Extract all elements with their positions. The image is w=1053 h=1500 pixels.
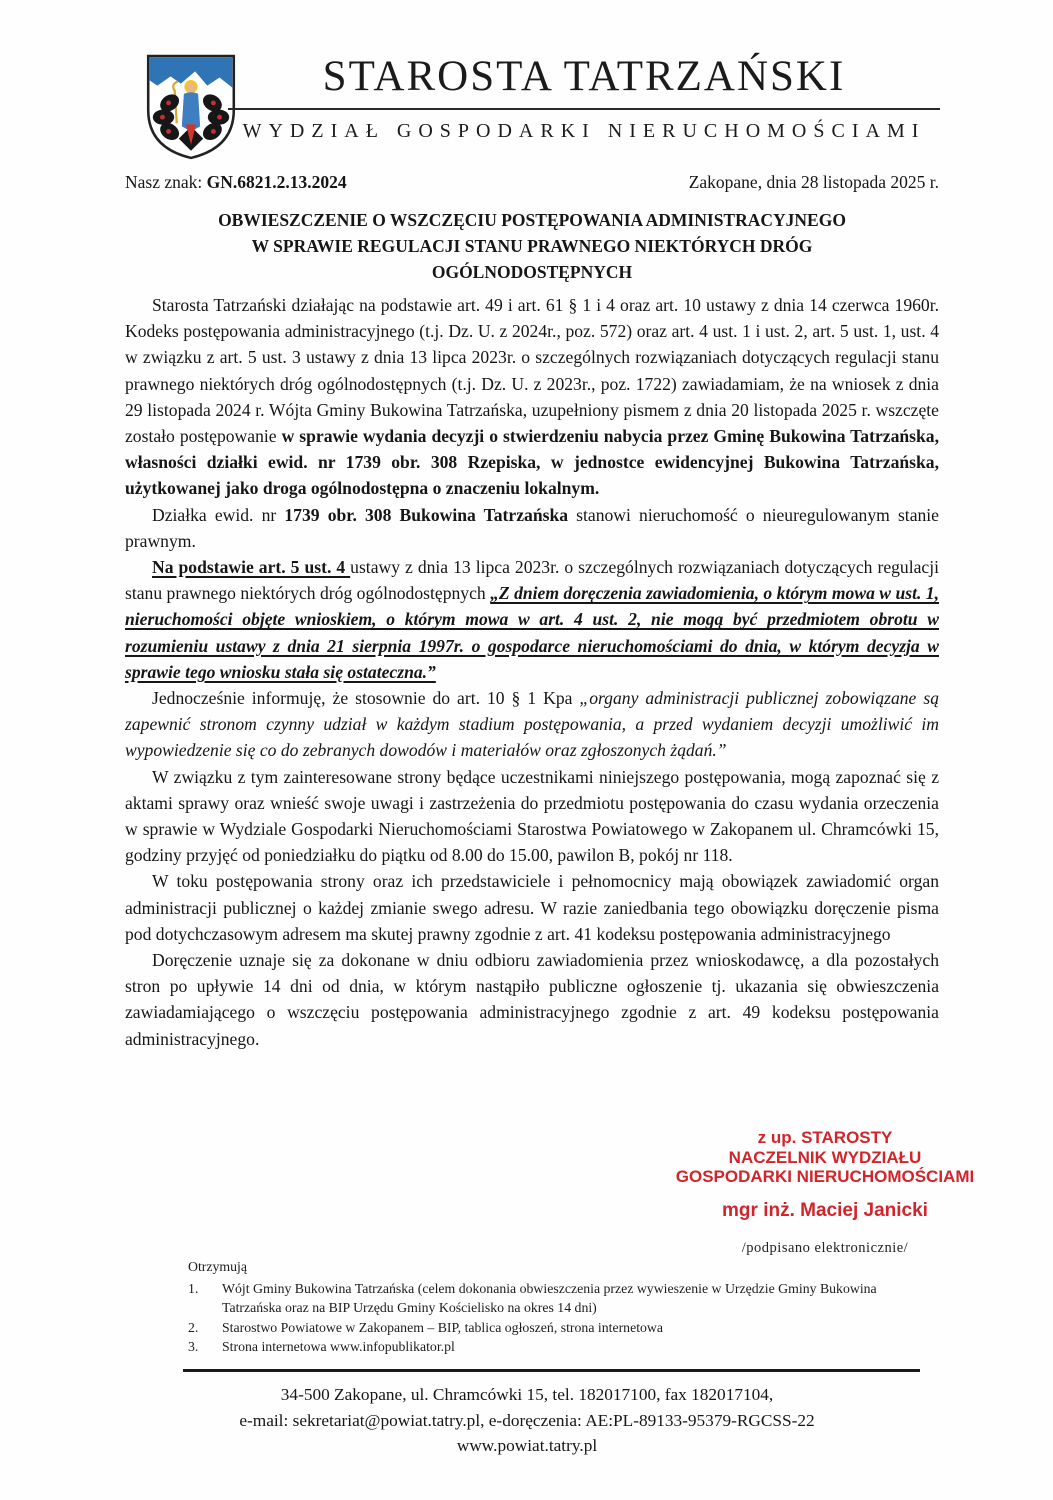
recipient-number: 2. [188,1319,199,1335]
footer-website-line: www.powiat.tatry.pl [456,1436,598,1455]
paragraph-3-regular: ustawy z dnia 13 lipca 2023r. o szczególnych rozwiązaniach dotyczących regulacji stanu prawnego niektórych dróg ogólnodostępnych [125,557,940,604]
header-divider [228,108,940,110]
recipient-number: 3. [188,1339,199,1354]
document-body [125,292,939,1052]
reference-number [125,172,347,193]
kpa-quote: „organy administracji publicznej zobowiązane są zapewnić stronom czynny udział w każdym stadium postępowania, a przed wydaniem decyzji umożliwić im wypowiedzenie się co do zebranych dowodów i materiałów oraz zgłoszonych żądań.” [125,688,939,761]
paragraph-delivery: Doręczenie uznaje się za dokonane w dniu odbioru zawiadomienia przez wnioskodawcę, a dla pozostałych stron po upływie 14 dni od dnia, w którym nastąpiło publiczne ogłoszenie tj. ukazania się obwieszczenia zawiadamiającego o wszczęciu postępowania administracyjnego zgodnie z art. 49 kodeksu postępowania administracyjnego. [125,950,939,1049]
signature-authority-line: z up. STAROSTY [757,1128,893,1147]
paragraph-address-duty: W toku postępowania strony oraz ich przedstawiciele i pełnomocnicy mają obowiązek zawiadomić organ administracji publicznej o każdej zmianie swego adresu. W razie zaniedbania tego obowiązku doręczenie pisma pod dotychczasowym adresem ma skutej prawny zgodnie z art. 41 kodeksu postępowania administracyjnego [125,871,939,944]
case-number: GN.6821.2.13.2024 [206,172,347,192]
coat-of-arms-icon [144,53,238,161]
recipient-text: Wójt Gminy Bukowina Tatrzańska (celem dokonania obwieszczenia przez wywieszenie w Urzędzie Gminy Bukowina Tatrzańska oraz na BIP Urzędu Gminy Kościelisko na okres 14 dni) [222,1280,877,1315]
reference-label: Nasz znak: [125,172,207,192]
recipient-item [188,1318,910,1338]
signature-position-line1: NACZELNIK WYDZIAŁU [728,1147,922,1167]
document-title [125,207,939,285]
paragraph-1-bold: w sprawie wydania decyzji o stwierdzeniu nabycia przez Gminę Bukowina Tatrzańska, własności działki ewid. nr 1739 obr. 308 Rzepiska, w jednostce ewidencyjnej Bukowina Tatrzańska, użytkowanej jako droga ogólnodostępna o znaczeniu lokalnym. [125,426,939,499]
legal-basis-emphasis: Na podstawie art. 5 ust. 4 [152,557,351,578]
recipient-item [188,1337,910,1357]
document-title-line2: W SPRAWIE REGULACJI STANU PRAWNEGO NIEKTÓRYCH DRÓG [251,236,813,256]
signature-block [655,1128,995,1257]
document-title-line1: OBWIESZCZENIE O WSZCZĘCIU POSTĘPOWANIA ADMINISTRACYJNEGO [218,210,846,230]
paragraph-art5-quote [125,554,939,685]
statute-quote: „Z dniem doręczenia zawiadomienia, o którym mowa w ust. 1, nieruchomości objęte wnioskiem, o którym mowa w art. 4 ust. 2, nie mogą być przedmiotem obrotu w rozumieniu ustawy z dnia 21 sierpnia 1997r. o gospodarce nieruchomościami do dnia, w którym decyzja w sprawie tego wniosku stała się ostateczna.” [125,583,940,682]
place-date: Zakopane, dnia 28 listopada 2025 r. [688,172,939,192]
paragraph-legal-basis [125,292,939,502]
paragraph-2-post: stanowi nieruchomość o nieuregulowanym stanie prawnym. [125,504,939,551]
paragraph-parcel-status [125,502,939,554]
footer-contact [120,1382,934,1459]
paragraph-2-pre: Działka ewid. nr [152,504,285,525]
footer-email-line: e-mail: sekretariat@powiat.tatry.pl, e-doręczenia: AE:PL-89133-95379-RGCSS-22 [239,1410,815,1430]
paragraph-kpa-quote [125,685,939,764]
paragraph-1-regular: Starosta Tatrzański działając na podstawie art. 49 i art. 61 § 1 i 4 oraz art. 10 ustawy z dnia 14 czerwca 1960r. Kodeks postępowania administracyjnego (t.j. Dz. U. z 2024r., poz. 572) oraz art. 4 ust. 1 i ust. 2, art. 5 ust. 1, ust. 4 w związku z art. 5 ust. 3 ustawy z dnia 13 lipca 2023r. o szczególnych rozwiązaniach dotyczących regulacji stanu prawnego niektórych dróg ogólnodostępnych (t.j. Dz. U. z 2023r., poz. 1722) zawiadamiam, że na wniosek z dnia 29 listopada 2024 r. Wójta Gminy Bukowina Tatrzańska, uzupełniony pismem z dnia 20 listopada 2025 r. wszczęte zostało postępowanie [125,295,939,447]
signatory-name: mgr inż. Maciej Janicki [722,1199,928,1221]
paragraph-participation: W związku z tym zainteresowane strony będące uczestnikami niniejszego postępowania, mogą zapoznać się z aktami sprawy oraz wnieść swoje uwagi i zastrzeżenia do przedmiotu postępowania do czasu wydania orzeczenia w sprawie w Wydziale Gospodarki Nieruchomościami Starostwa Powiatowego w Zakopanem ul. Chramcówki 15, godziny przyjęć od poniedziałku do piątku od 8.00 do 15.00, pawilon B, pokój nr 118. [125,766,939,866]
document-title-line3: OGÓLNODOSTĘPNYCH [431,262,633,282]
recipient-item [188,1279,910,1318]
footer-address-line: 34-500 Zakopane, ul. Chramcówki 15, tel. 182017100, fax 182017104, [280,1385,774,1404]
department-title: WYDZIAŁ GOSPODARKI NIERUCHOMOŚCIAMI [242,120,926,142]
recipient-text: Strona internetowa www.infopublikator.pl [222,1339,455,1354]
recipients-section [188,1257,910,1357]
footer-divider [183,1369,920,1372]
electronic-signature-note: /podpisano elektronicznie/ [741,1239,909,1256]
signature-position-line2: GOSPODARKI NIERUCHOMOŚCIAMI [675,1167,975,1186]
recipient-number: 1. [188,1280,199,1296]
parcel-number: 1739 obr. 308 Bukowina Tatrzańska [284,504,569,525]
recipient-text: Starostwo Powiatowe w Zakopanem – BIP, tablica ogłoszeń, strona internetowa [222,1319,664,1335]
office-title: STAROSTA TATRZAŃSKI [322,53,846,100]
paragraph-4-regular: Jednocześnie informuję, że stosownie do art. 10 § 1 Kpa [152,688,580,709]
recipients-heading: Otrzymują [188,1259,248,1274]
